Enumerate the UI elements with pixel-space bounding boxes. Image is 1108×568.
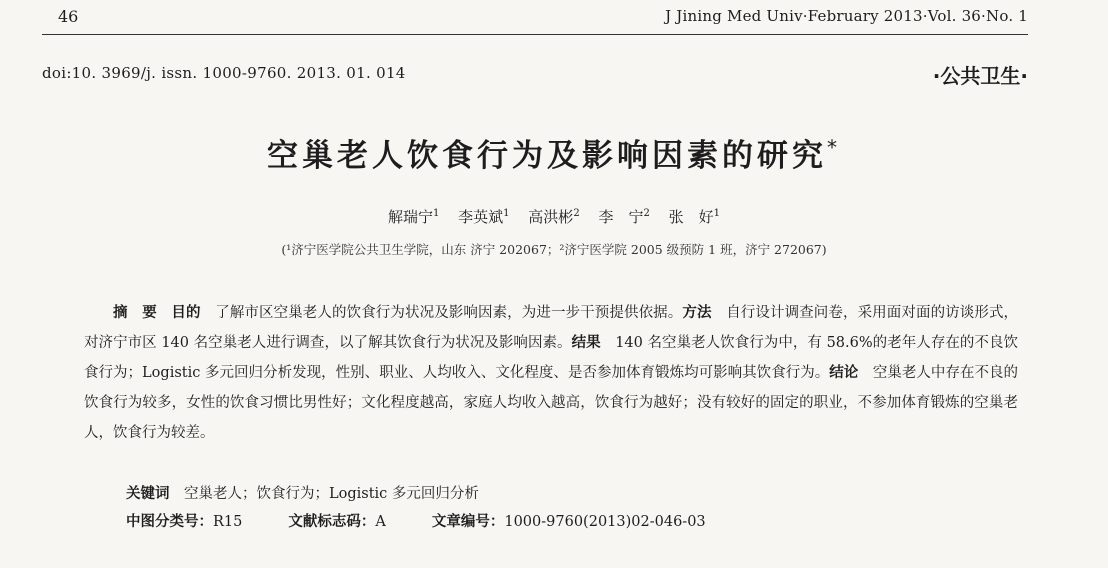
conclusion-text: 空巢老人中存在不良的饮食行为较多，女性的饮食习惯比男性好；文化程度越高，家庭人均收入越高，饮食行为越好；没有较好的固定的职业，不参加体育锻炼的空巢老人，饮食行为较差。 xyxy=(84,365,1019,441)
abstract xyxy=(84,298,1018,448)
methods-label: 方法 xyxy=(682,305,712,321)
title-footnote-mark: * xyxy=(827,135,841,160)
author: 李 宁$^2$ xyxy=(598,208,650,226)
results-label: 结果 xyxy=(571,335,601,351)
keywords-text: 空巢老人；饮食行为；Logistic 多元回归分析 xyxy=(184,486,479,502)
journal-info: J Jining Med Univ·February 2013·Vol. 36·No. 1 xyxy=(665,7,1028,25)
doi: doi:10. 3969/j. issn. 1000-9760. 2013. 01. 014 xyxy=(42,64,406,82)
doc-code-value: A xyxy=(375,514,386,530)
keywords xyxy=(126,482,479,503)
conclusion-label: 结论 xyxy=(829,365,859,381)
author: 李英斌$^1$ xyxy=(458,208,510,226)
abstract-label: 摘 要 xyxy=(113,305,157,321)
keywords-label: 关键词 xyxy=(126,486,170,502)
clc-value: R15 xyxy=(213,514,243,530)
section-tag: ·公共卫生· xyxy=(932,64,1028,88)
classification-line xyxy=(126,510,706,531)
results-text: 140 名空巢老人饮食行为中，有 58.6%的老年人存在的不良饮食行为；Logistic 多元回归分析发现，性别、职业、人均收入、文化程度、是否参加体育锻炼均可影响其饮食行为。 xyxy=(84,335,1018,381)
article-id-value: 1000-9760(2013)02-046-03 xyxy=(504,514,706,530)
author-list xyxy=(0,206,1108,227)
author: 解瑞宁$^1$ xyxy=(387,208,440,226)
affiliations: (¹济宁医学院公共卫生学院，山东 济宁 202067；²济宁医学院 2005 级预防 1 班，济宁 272067) xyxy=(281,242,827,257)
objective-label: 目的 xyxy=(171,305,201,321)
page-number: 46 xyxy=(58,7,79,26)
title-text: 空巢老人饮食行为及影响因素的研究 xyxy=(267,138,827,174)
article-title xyxy=(0,130,1108,175)
methods-text: 自行设计调查问卷，采用面对面的访谈形式，对济宁市区 140 名空巢老人进行调查，以了解其饮食行为状况及影响因素。 xyxy=(84,305,1019,351)
doc-code-label: 文献标志码： xyxy=(288,514,376,530)
author: 张 好$^1$ xyxy=(668,208,721,226)
clc-label: 中图分类号： xyxy=(126,514,213,530)
page-header xyxy=(42,0,1028,35)
author: 高洪彬$^2$ xyxy=(528,208,580,226)
article-id-label: 文章编号： xyxy=(431,514,505,530)
objective-text: 了解市区空巢老人的饮食行为状况及影响因素，为进一步干预提供依据。 xyxy=(215,305,683,321)
